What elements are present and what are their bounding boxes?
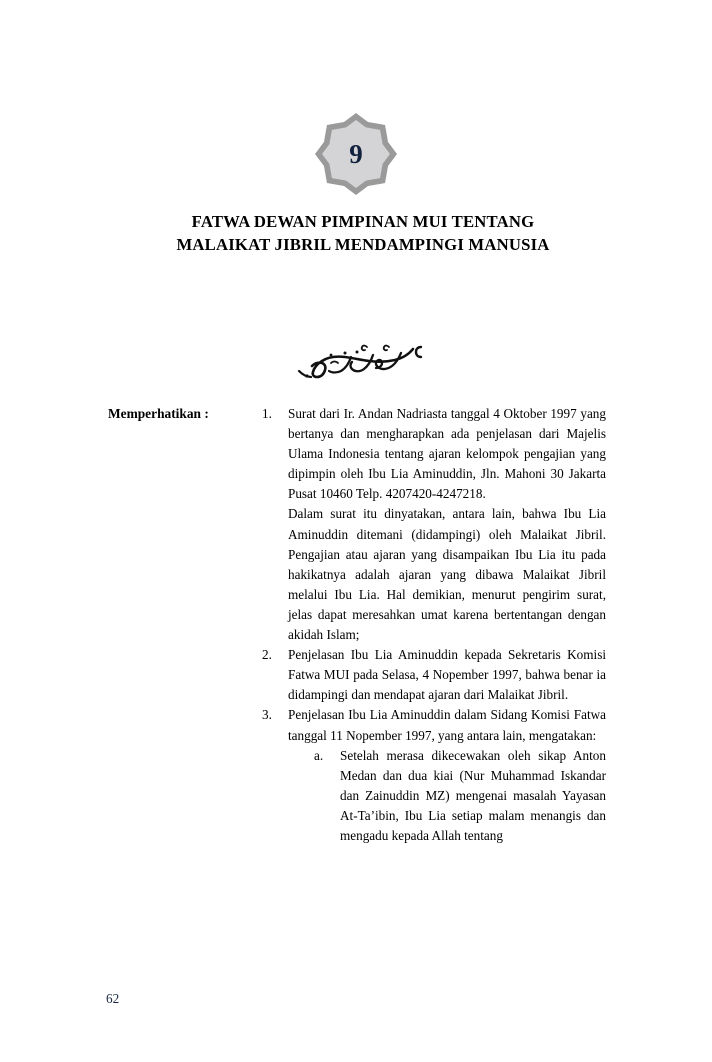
chapter-badge-container — [0, 113, 712, 195]
list-marker: 1. — [262, 406, 272, 421]
paragraph: Dalam surat itu dinyatakan, antara lain, bahwa Ibu Lia Aminuddin ditemani (didampingi) oleh Malaikat Jibril. Pengajian atau ajaran yang disampaikan Ibu Lia itu pada hakikatnya adalah ajaran yang dibawa Malaikat Jibril melalui Ibu Lia. Hal demikian, menurut pengirim surat, jelas dapat meresahkan umat karena bertentangan dengan akidah Islam; — [288, 506, 606, 643]
list-marker: 2. — [262, 647, 272, 663]
list-item — [108, 404, 606, 645]
list-item-text — [288, 645, 606, 705]
paragraph: Penjelasan Ibu Lia Aminuddin kepada Sekretaris Komisi Fatwa MUI pada Selasa, 4 Nopember 1997, bahwa benar ia didampingi dan mendapat ajaran dari Malaikat Jibril. — [288, 647, 606, 703]
chapter-number: 9 — [349, 139, 363, 169]
sub-list-marker: a. — [314, 747, 324, 763]
page-title-line-2: MALAIKAT JIBRIL MENDAMPINGI MANUSIA — [176, 235, 550, 254]
sub-list-item — [314, 746, 606, 846]
page-number: 62 — [106, 991, 120, 1006]
paragraph: Penjelasan Ibu Lia Aminuddin dalam Sidang Komisi Fatwa tanggal 11 Nopember 1997, yang antara lain, mengatakan: — [288, 707, 606, 743]
paragraph: Surat dari Ir. Andan Nadriasta tanggal 4 Oktober 1997 yang bertanya dan mengharapkan ada penjelasan dari Majelis Ulama Indonesia tentang ajaran kelompok pengajian yang dipimpin oleh Ibu Lia Aminuddin, Jln. Mahoni 30 Jakarta Pusat 10460 Telp. 4207420-4247218. — [288, 406, 606, 502]
page-title — [118, 210, 608, 256]
sub-list-item-text: Setelah merasa dikecewakan oleh sikap Anton Medan dan dua kiai (Nur Muhammad Iskandar dan Zainuddin MZ) mengenai masalah Yayasan At-Ta’ibin, Ibu Lia setiap malam menangis dan mengadu kepada Allah tentang — [340, 747, 606, 843]
list-item-text — [288, 404, 606, 645]
section-label: Memperhatikan : — [108, 406, 209, 421]
page-title-line-1: FATWA DEWAN PIMPINAN MUI TENTANG — [191, 212, 535, 231]
list-item — [262, 705, 606, 846]
list-item — [262, 645, 606, 705]
document-body — [108, 404, 606, 846]
list-marker: 3. — [262, 707, 272, 723]
list-item-text — [288, 705, 606, 846]
basmalah-calligraphy-icon — [0, 330, 712, 388]
octagram-star-badge-icon — [315, 113, 397, 195]
